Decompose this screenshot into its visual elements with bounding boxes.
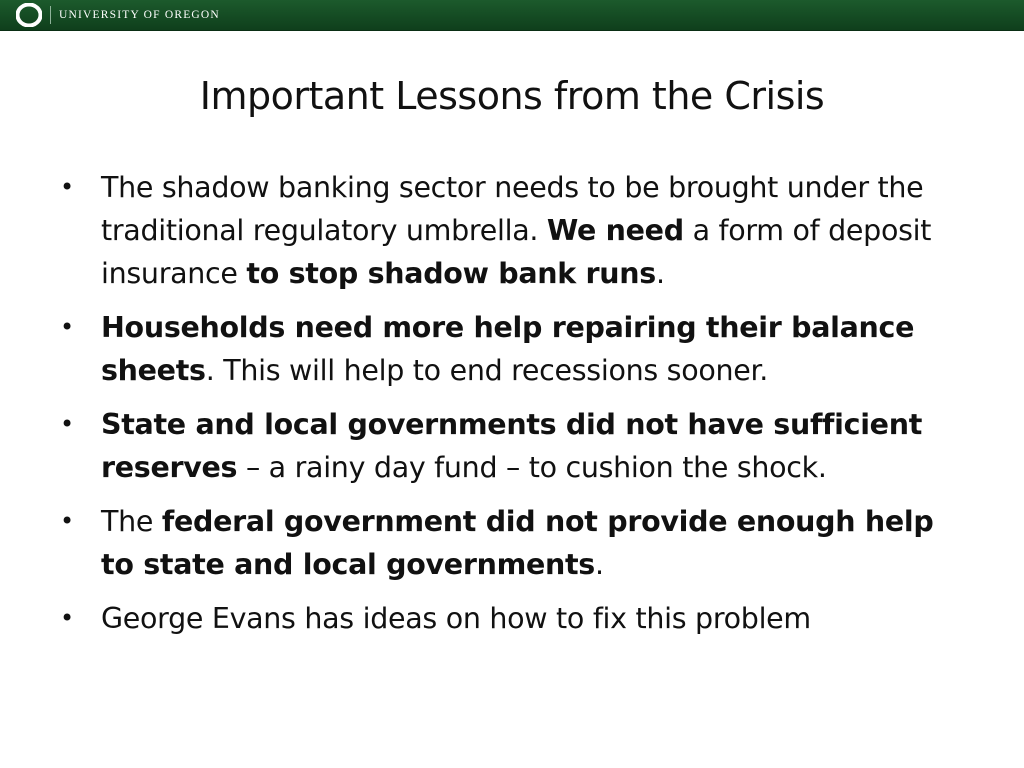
bullet-item: [60, 500, 960, 586]
bullet-text: [101, 311, 914, 387]
bullet-text-bold-run: to stop shadow bank runs: [246, 257, 656, 290]
bullet-text-run: .: [655, 257, 665, 290]
slide-title: Important Lessons from the Crisis: [199, 74, 825, 118]
bullet-text-run: . This will help to end recessions sooner.: [205, 354, 769, 387]
bullet-text: [101, 505, 933, 581]
bullet-marker: •: [60, 604, 74, 632]
bullet-item: [60, 306, 960, 392]
university-o-logo-icon: [16, 3, 42, 27]
bullet-text-run: .: [594, 548, 604, 581]
bullet-text-run: The: [101, 505, 162, 538]
bullet-marker: •: [60, 410, 74, 438]
bullet-marker: •: [60, 507, 74, 535]
bullet-text-bold-run: federal government did not provide enough help to state and local governments: [101, 505, 934, 581]
bullet-list: [60, 166, 960, 651]
bullet-text-run: George Evans has ideas on how to fix this problem: [101, 602, 811, 635]
header-bar: [0, 0, 1024, 31]
bullet-item: [60, 403, 960, 489]
bullet-text-bold-run: State and local governments did not have sufficient reserves: [101, 408, 923, 484]
bullet-text-run: a form of deposit insurance: [101, 214, 932, 290]
header-divider: [50, 6, 51, 24]
bullet-text-run: The shadow banking sector needs to be brought under the traditional regulatory umbrella.: [101, 171, 924, 247]
institution-name: UNIVERSITY OF OREGON: [59, 9, 220, 21]
bullet-item: [60, 166, 960, 295]
bullet-text: [101, 408, 922, 484]
bullet-text: [101, 602, 811, 635]
bullet-text-run: – a rainy day fund – to cushion the shock.: [237, 451, 827, 484]
bullet-marker: •: [60, 313, 74, 341]
bullet-text-bold-run: Households need more help repairing their balance sheets: [101, 311, 915, 387]
bullet-marker: •: [60, 173, 74, 201]
bullet-text-bold-run: We need: [546, 214, 684, 247]
bullet-item: [60, 597, 960, 640]
bullet-text: [101, 171, 931, 290]
